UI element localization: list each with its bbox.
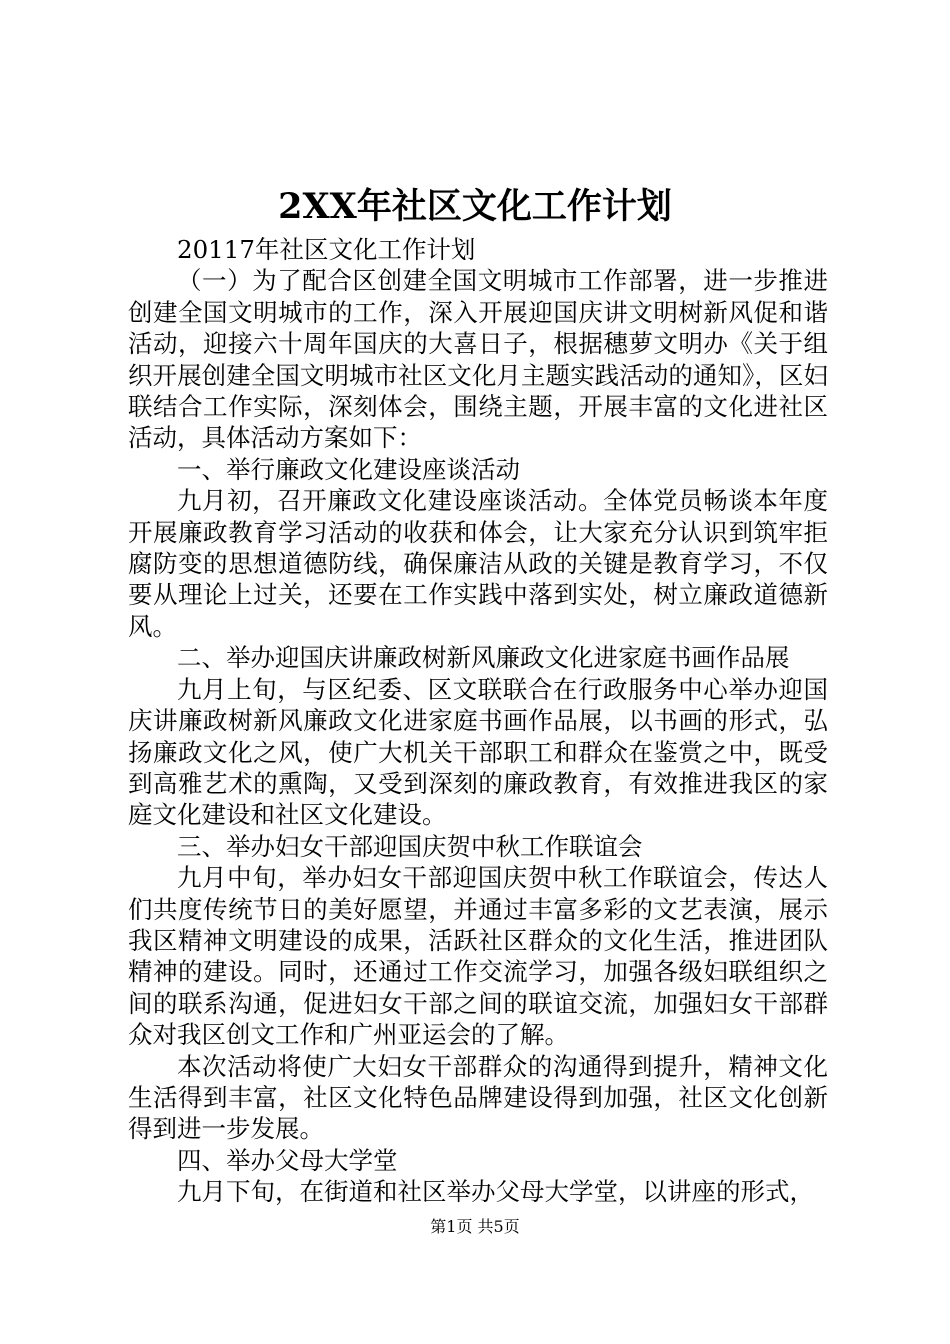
section-heading-1: 一、举行廉政文化建设座谈活动 — [177, 454, 520, 484]
paragraph-section-2: 九月上旬，与区纪委、区文联联合在行政服务中心举办迎国庆讲廉政树新风廉政文化进家庭书画作品展，以书画的形式，弘扬廉政文化之风，使广大机关干部职工和群众在鉴赏之中，既受到高雅艺术的熏陶，又受到深刻的廉政教育，有效推进我区的家庭文化建设和社区文化建设。 — [128, 674, 828, 830]
document-body — [128, 234, 828, 1208]
paragraph-intro: （一）为了配合区创建全国文明城市工作部署，进一步推进创建全国文明城市的工作，深入开展迎国庆讲文明树新风促和谐活动，迎接六十周年国庆的大喜日子，根据穗萝文明办《关于组织开展创建全国文明城市社区文化月主题实践活动的通知》，区妇联结合工作实际，深刻体会，围绕主题，开展丰富的文化进社区活动，具体活动方案如下： — [128, 266, 828, 453]
paragraph-subtitle: 20117年社区文化工作计划 — [177, 235, 476, 264]
section-heading-2: 二、举办迎国庆讲廉政树新风廉政文化进家庭书画作品展 — [177, 643, 790, 673]
page-footer: 第1页 共5页 — [430, 1217, 520, 1236]
paragraph-section-3: 九月中旬，举办妇女干部迎国庆贺中秋工作联谊会，传达人们共度传统节日的美好愿望，并通过丰富多彩的文艺表演，展示我区精神文明建设的成果，活跃社区群众的文化生活，推进团队精神的建设。同时，还通过工作交流学习，加强各级妇联组织之间的联系沟通，促进妇女干部之间的联谊交流，加强妇女干部群众对我区创文工作和广州亚运会的了解。 — [128, 863, 828, 1050]
paragraph-section-1: 九月初，召开廉政文化建设座谈活动。全体党员畅谈本年度开展廉政教育学习活动的收获和体会，让大家充分认识到筑牢拒腐防变的思想道德防线，确保廉洁从政的关键是教育学习，不仅要从理论上过关，还要在工作实践中落到实处，树立廉政道德新风。 — [128, 486, 828, 641]
section-heading-4: 四、举办父母大学堂 — [177, 1145, 398, 1175]
document-title: 2XX年社区文化工作计划 — [278, 186, 672, 227]
section-heading-3: 三、举办妇女干部迎国庆贺中秋工作联谊会 — [177, 831, 643, 861]
paragraph-section-3-summary: 本次活动将使广大妇女干部群众的沟通得到提升，精神文化生活得到丰富，社区文化特色品牌建设得到加强，社区文化创新得到进一步发展。 — [128, 1051, 828, 1144]
paragraph-section-4: 九月下旬，在街道和社区举办父母大学堂，以讲座的形式， — [177, 1177, 814, 1207]
